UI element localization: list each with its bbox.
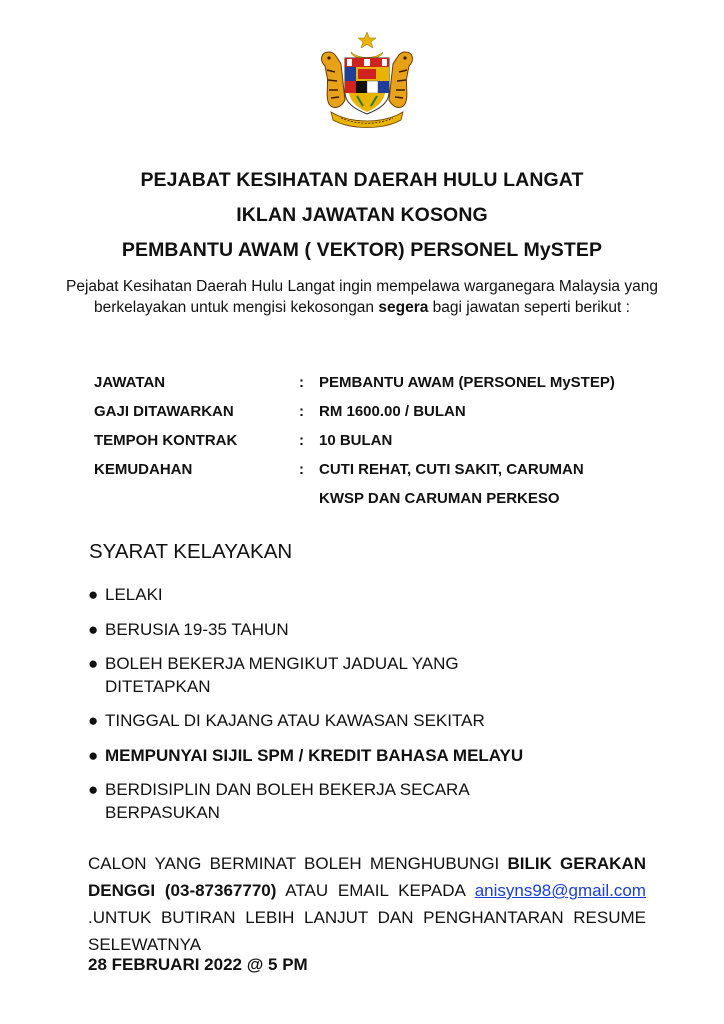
job-details xyxy=(94,368,694,513)
contact-text-3: .UNTUK BUTIRAN LEBIH LANJUT DAN PENGHANTARAN RESUME SELEWATNYA xyxy=(88,908,646,954)
detail-value: CUTI REHAT, CUTI SAKIT, CARUMAN xyxy=(319,461,584,478)
requirement-text: TINGGAL DI KAJANG ATAU KAWASAN SEKITAR xyxy=(105,711,485,730)
office-title: PEJABAT KESIHATAN DAERAH HULU LANGAT xyxy=(140,169,584,191)
bullet-icon: ● xyxy=(88,620,99,639)
detail-colon: : xyxy=(299,461,304,478)
requirement-text: BERDISIPLIN DAN BOLEH BEKERJA SECARA BERPASUKAN xyxy=(105,780,469,822)
detail-value: KWSP DAN CARUMAN PERKESO xyxy=(319,490,560,507)
detail-row-kemudahan xyxy=(94,455,694,484)
contact-paragraph xyxy=(88,850,646,958)
detail-label: KEMUDAHAN xyxy=(94,461,193,478)
requirement-item xyxy=(88,652,528,698)
requirement-item xyxy=(88,583,608,606)
detail-label: JAWATAN xyxy=(94,374,166,391)
requirement-item xyxy=(88,618,608,641)
detail-row-gaji xyxy=(94,397,694,426)
bullet-icon: ● xyxy=(88,780,99,799)
detail-colon: : xyxy=(299,403,304,420)
deadline: 28 FEBRUARI 2022 @ 5 PM xyxy=(88,955,308,974)
bullet-icon: ● xyxy=(88,585,99,604)
requirement-item xyxy=(88,778,543,824)
intro-paragraph xyxy=(60,276,664,318)
detail-value: RM 1600.00 / BULAN xyxy=(319,403,466,420)
detail-value: 10 BULAN xyxy=(319,432,393,449)
requirement-text: MEMPUNYAI SIJIL SPM / KREDIT BAHASA MELAYU xyxy=(105,746,524,765)
requirement-text: LELAKI xyxy=(105,585,163,604)
detail-row-tempoh xyxy=(94,426,694,455)
bullet-icon: ● xyxy=(88,746,99,765)
detail-row-jawatan xyxy=(94,368,694,397)
intro-text-1: Pejabat Kesihatan Daerah Hulu Langat ingin mempelawa warganegara Malaysia yang berkelayakan untuk mengisi kekosongan xyxy=(66,278,658,316)
intro-text-2: bagi jawatan seperti berikut : xyxy=(428,299,630,316)
requirement-item xyxy=(88,744,608,767)
malaysia-coat-of-arms-icon xyxy=(311,30,423,130)
detail-label: GAJI DITAWARKAN xyxy=(94,403,234,420)
detail-colon: : xyxy=(299,374,304,391)
header xyxy=(0,163,724,268)
detail-colon: : xyxy=(299,432,304,449)
contact-text-2: ATAU EMAIL KEPADA xyxy=(276,881,475,900)
contact-phone: BILIK GERAKAN DENGGI (03-87367770) xyxy=(88,854,646,900)
detail-label xyxy=(94,484,299,513)
ad-title: IKLAN JAWATAN KOSONG xyxy=(236,204,488,226)
detail-value: PEMBANTU AWAM (PERSONEL MySTEP) xyxy=(319,374,615,391)
requirement-text: BERUSIA 19-35 TAHUN xyxy=(105,620,289,639)
bullet-icon: ● xyxy=(88,654,99,673)
requirements-title: SYARAT KELAYAKAN xyxy=(89,540,293,563)
intro-emphasis: segera xyxy=(378,299,429,316)
bullet-icon: ● xyxy=(88,711,99,730)
position-title: PEMBANTU AWAM ( VEKTOR) PERSONEL MySTEP xyxy=(121,239,603,261)
requirement-text: BOLEH BEKERJA MENGIKUT JADUAL YANG DITETAPKAN xyxy=(105,654,459,696)
email-link[interactable]: anisyns98@gmail.com xyxy=(474,881,646,900)
detail-label: TEMPOH KONTRAK xyxy=(94,432,238,449)
detail-row-kemudahan-cont xyxy=(94,484,694,513)
requirement-item xyxy=(88,709,608,732)
contact-text-1: CALON YANG BERMINAT BOLEH MENGHUBUNGI xyxy=(88,854,508,873)
detail-colon xyxy=(299,484,319,513)
